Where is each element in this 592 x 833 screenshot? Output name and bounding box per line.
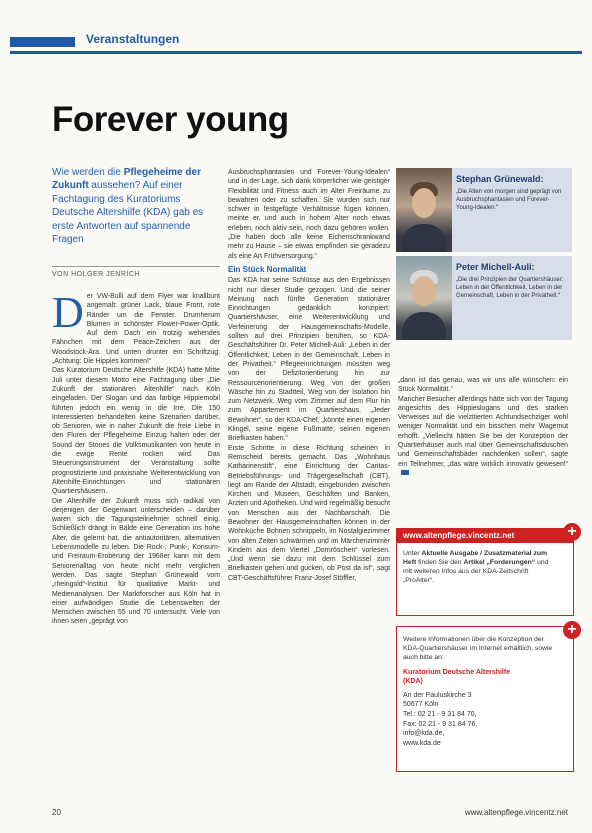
portrait-photo (396, 168, 452, 252)
info-organization (397, 666, 573, 689)
footer-url[interactable]: www.altenpflege.vincentz.net (464, 808, 568, 817)
web-tip-text (397, 543, 573, 589)
article-column-2 (228, 168, 390, 818)
lead-bold: Pflegeheime der Zukunft (52, 167, 201, 192)
page-number: 20 (52, 808, 61, 817)
profile-box-michell-auli (396, 256, 572, 340)
paragraph-text: Mancher Besucher allerdings hätte sich von der Tagung angesichts des Hippieslogans und des starken Verweises auf die vielzitierten Achtundsechziger wohl weniger Normalität und ein bisschen mehr Wagemut erhofft. „Vielleicht hätten Sie bei der Konzeption der Quartierhäuser auch mal über Gemeinschaftsduschen und Gemeinschaftsbäder nachdenken sollen“, sagte ein Teilnehmer, „das wäre wirklich innovativ gewesen!“ (398, 395, 568, 468)
paragraph: Erste Schritte in diese Richtung scheinen in Remscheid bereits gemacht. Das „Wohnhaus Katharinenstift“, eine Einrichtung der Caritas-Betriebsführungs- und Trägergesellschaft (CBT), liegt am Rande der Altstadt, eingebunden zwischen Kirchen und Museen, Geschäften und Banken, Ärzten und Apotheken. Und wird regelmäßig besucht von Menschen aus der Nachbarschaft. Die Bewohner der Hausgemeinschaften können in der Wohnküche Bohnen schnippeln, im Nostalgiezimmer von alten Zeiten schwärmen und im Märchenzimmer Kindern aus dem Viertel „Dornröschen“ vorlesen. „Und wenn sie dazu mit dem Schlüssel zum Briefkasten gehen und gucken, ob Post da ist“, sagt CBT-Geschäftsführer Franz-Josef Stöffler, (228, 444, 390, 582)
profile-quote: „Die Alten von morgen sind geprägt von Ausbruchsphantasien und Forever-Young-Idealen.“ (456, 189, 562, 211)
street: An der Pauluskirche 3 (403, 691, 472, 699)
email-link[interactable]: info@kda.de, (403, 730, 445, 738)
profile-box-gruenewald (396, 168, 572, 252)
plus-icon: + (563, 621, 581, 639)
section-label: Veranstaltungen (86, 32, 180, 46)
paragraph: Die Altenhilfe der Zukunft muss sich radikal von derjenigen der Gegenwart unterscheiden – darüber waren sich die Tagungsteilnehmer schnell einig. Schließlich drängt in Bälde eine Generation ins hohe Alter, die gelernt hat, die antiautoritären, alternativen Lebensmodelle zu leben. Die Rock-, Punk-, Konsum- und Freiraum-Eroberung der 1968er kann mit dem Seniorenalltag von heute nicht mehr verglichen werden. Das sagte Stephan Grünewald vom „rheingold“-Institut für qualitative Markt- und Medienanalysen. Der Marktforscher aus Köln hat in einer aufwändigen Studie die Lebenswelten der Menschen zwischen 55 und 70 untersucht. Viele von ihnen seien „geprägt von (52, 497, 220, 626)
org-name: Kuratorium Deutsche Altershilfe (403, 669, 511, 676)
info-address (397, 689, 573, 751)
phone: Tel.: 02 21 - 9 31 84 70, (403, 711, 477, 718)
byline: VON HOLGER JENRICH (52, 266, 220, 278)
header-rule (10, 51, 582, 54)
paragraph (398, 395, 568, 479)
paragraph: Das KDA hat seine Schlüsse aus den Ergebnissen nicht nur dieser Studie gezogen. Und die seiner Meinung nach fünfte Generation stationärer Einrichtungen gedanklich konzipiert: Quartiershäuser, eine Weiterentwicklung und Verfeinerung der Hausgemeinschafts-Modelle, sollten auf drei Prinzipien beruhen, so KDA-Geschäftsführer Dr. Peter Michell-Auli: „Leben in der Öffentlichkeit, Leben in der Gemeinschaft, Leben in der Privatheit.“ Pflegeeinrichtungen müssten weg von der Defizitorientierung hin zur Ressourcenorientierung. Weg von der großen Wäsche hin zu Stadtteil, Weg von der Isolation hin zum Netzwerk. Weg vom Zimmer auf dem Flur hin zum Appartement im Quartiershaus. „Jeder Bewohner“, so der KDA-Chef, „könnte einen eigenen Klingel, seine eigene Fußmatte, seinen eigenen Briefkasten haben.“ (228, 277, 390, 443)
text-bold: Aktuelle Ausgabe / Zusatzmaterial zum Heft (403, 550, 548, 566)
subheading: Ein Stück Normalität (228, 264, 307, 274)
fax: Fax: 02 21 - 9 31 84 76, (403, 720, 478, 728)
profile-name: Peter Michell-Auli: (456, 262, 535, 272)
web-tip-box (396, 523, 577, 616)
org-abbrev: (KDA) (403, 678, 423, 686)
article-column-3 (398, 376, 568, 526)
paragraph (52, 292, 220, 366)
paragraph: „dann ist das genau, was wir uns alle wünschen: ein Stück Normalität.“ (398, 377, 568, 394)
profile-name: Stephan Grünewald: (456, 174, 544, 184)
end-mark-icon (401, 470, 409, 475)
lead-text-rest: aussehen? Auf einer Fachtagung des Kuratoriums Deutsche Altershilfe (KDA) gab es erste Antworten auf spannende Fragen (52, 180, 204, 246)
portrait-photo (396, 256, 452, 340)
info-text: Weitere Informationen über die Konzeption der KDA-Quartiershäuser im Internet erhältlich, sowie auch bitte an: (403, 636, 553, 661)
info-box (396, 621, 577, 772)
paragraph: Das Kuratorium Deutsche Altershilfe (KDA) hatte Mitte Juli unter diesem Motto eine Fachtagung über „Die Zukunft der stationären Altenhilfe“ nach Köln eingeladen. Der Slogan und das farbige Hippiemobil führten jedoch ein wenig in die Irre. Die 150 Interessierten behandelten keine Szenarien darüber, ob Senioren, wie in naher Zukunft die freie Liebe in den Fluren der Pflegeheime Einzug halten oder der Sound der Stones die Volksmusikanten von heute in die ewige Rente rocken wird. Das Steuerungsinstrument der Veranstaltung sollte prognostizierte und praxisnahe Weiterentwicklung von Altenhilfe-Einrichtungen und stationären Quartiershäusern. (52, 367, 220, 496)
profile-quote: „Die drei Prinzipien der Quartiershäuser: Leben in der Öffentlichkeit, Leben in der Gemeinschaft, Leben in der Privatheit.“ (456, 277, 564, 299)
plus-icon: + (563, 523, 581, 541)
text: und mit weiteren Infos aus der KDA-Zeitschrift „ProAlter“. (403, 559, 549, 584)
website-link[interactable]: www.kda.de (403, 739, 441, 747)
text: finden Sie den (416, 559, 464, 566)
paragraph-text: er VW-Bulli auf dem Flyer war knallbunt angemalt: grüner Lack, blaue Front, rote Ränder um die Fenster. Drumherum Blumen in schönster Flower-Power-Optik. Auf dem Dach ein trotzig wehendes Fähnchen mit dem Peace-Zeichen aus der Woodstock-Ära. Und unten drunter ein Schriftzug: „Achtung: Die Hippies kommen!“ (52, 293, 220, 366)
lead-text-start: Wie werden die (52, 167, 124, 178)
dropcap: D (52, 292, 84, 337)
text-bold: Artikel „Forderungen“ (463, 559, 536, 566)
article-column-1 (52, 292, 220, 812)
article-lead (52, 166, 220, 246)
text: Unter (403, 550, 422, 557)
city: 50677 Köln (403, 701, 439, 709)
section-color-bar (10, 37, 75, 47)
article-title: Forever young (52, 100, 289, 139)
web-url-link[interactable]: www.altenpflege.vincentz.net (397, 529, 573, 543)
paragraph: Ausbruchsphantasien und Forever-Young-Idealen“ und in der Lage, sich dank körperlicher wie geistiger Flexibilität und Fitness auch im Alter Freiräume zu bewahren oder zu schaffen. Sie wurden sich nur schwer in festgefügte Verhältnisse fügen können, meinte er, und auch in hohem Alter noch etwas erleben, noch aktiv sein, noch dazu gehören wollen. „Die haben doch alle keine Eichenschrankwand mehr zu Hause – sie etwas empfinden sie geradezu als eine Art Frühversorgung.“ (228, 169, 390, 260)
